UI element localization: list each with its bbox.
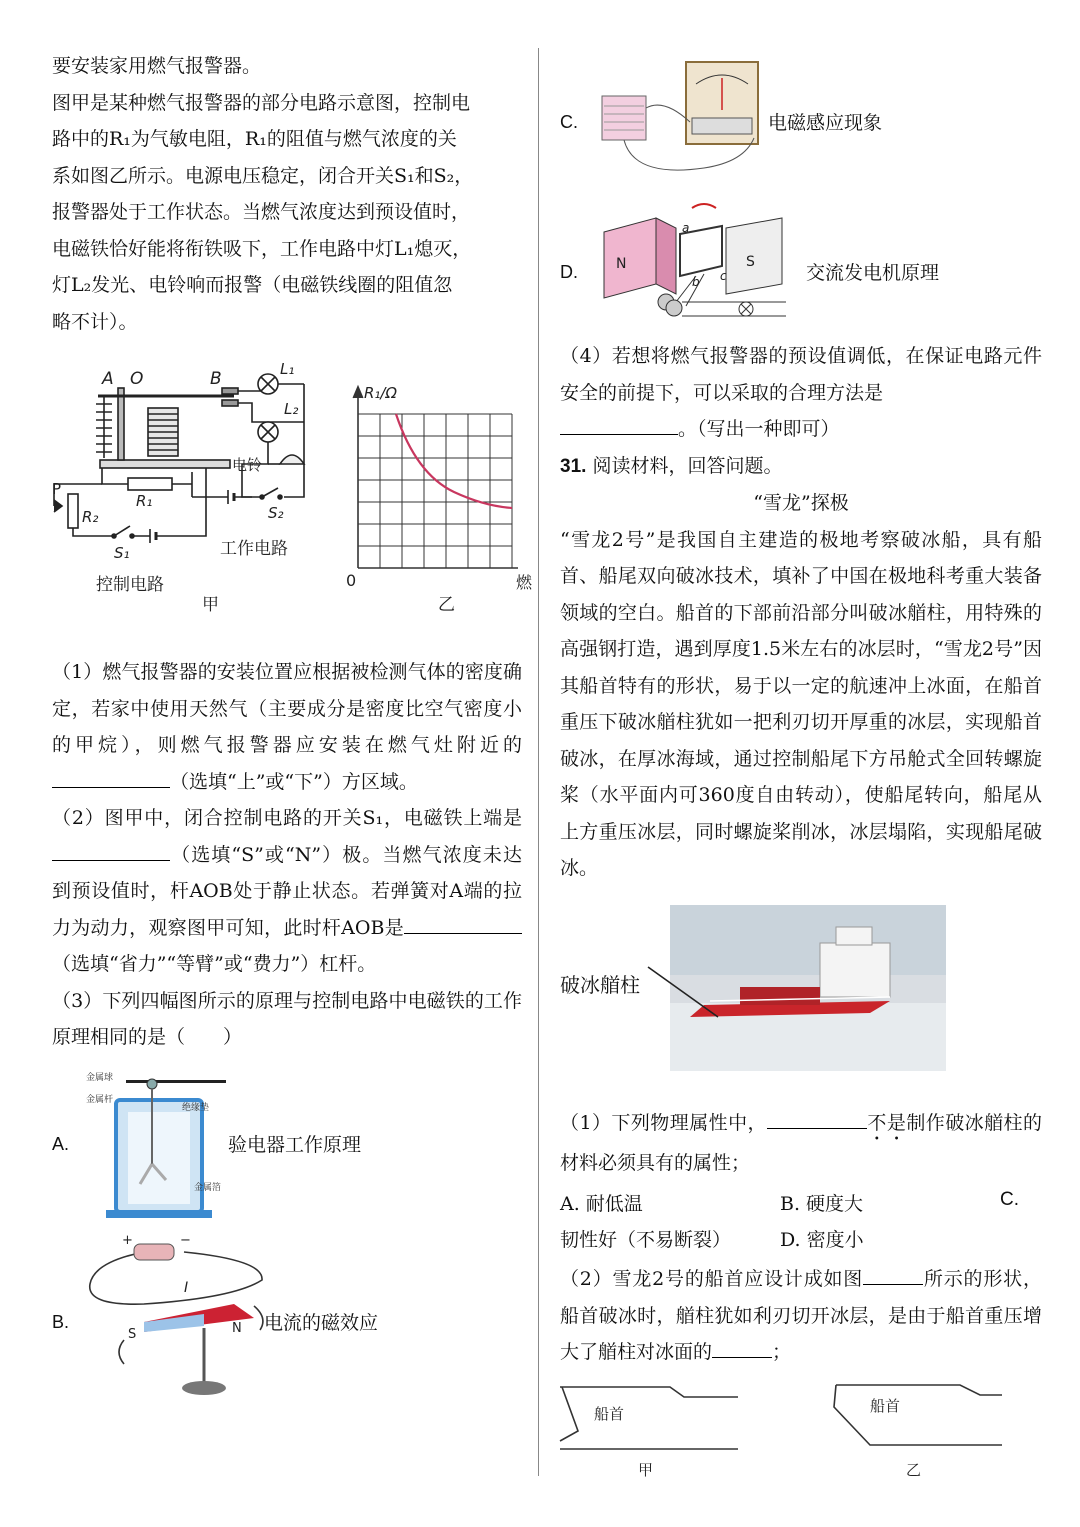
ship-photo-block <box>560 905 1042 1105</box>
figures-jia-yi <box>52 360 533 630</box>
photo-label: 破冰艏柱 <box>560 972 640 997</box>
label-a: a <box>682 221 690 235</box>
label-control-circuit: 控制电路 <box>96 575 164 595</box>
label-n: N <box>616 256 627 272</box>
stand-base <box>182 1381 226 1395</box>
r1-curve <box>396 414 512 508</box>
oersted-figure <box>84 1232 264 1404</box>
label-o: O <box>130 369 144 389</box>
blank-sub2b[interactable] <box>712 1337 772 1358</box>
option-a-label: A. <box>52 1133 70 1154</box>
label-work-circuit: 工作电路 <box>220 539 288 559</box>
label-r1: R₁ <box>136 492 153 510</box>
right-column <box>560 48 1042 1485</box>
label-s: S <box>746 254 755 270</box>
option-d-desc: 交流发电机原理 <box>806 262 940 284</box>
label-bow: 船首 <box>870 1396 901 1415</box>
option-d[interactable]: D. 密度小 <box>780 1229 864 1251</box>
magnet-n <box>604 218 656 298</box>
label-b: B <box>210 369 222 389</box>
option-c <box>560 48 1042 190</box>
grid <box>358 414 512 568</box>
caption-yi: 乙 <box>438 595 455 615</box>
option-a[interactable]: A. 耐低温 <box>560 1193 643 1215</box>
blank-sub1[interactable] <box>767 1108 867 1129</box>
label-bell: 电铃 <box>232 456 263 474</box>
switch-s1 <box>114 526 130 536</box>
pointer-line <box>640 945 760 1045</box>
label-n-pole: N <box>232 1320 242 1336</box>
intro-line: 要安装家用燃气报警器。 <box>52 55 262 77</box>
intro-line: 灯L₂发光、电铃响而报警（电磁铁线圈的阻值忽 <box>52 274 453 296</box>
wire-loop <box>90 1252 262 1304</box>
label-p: P <box>52 480 62 498</box>
label-l1: L₁ <box>280 360 295 378</box>
origin-label: 0 <box>346 571 357 590</box>
intro-line: 路中的R₁为气敏电阻，R₁的阻值与燃气浓度的关 <box>52 128 457 150</box>
option-c-label: C. <box>560 112 578 132</box>
ylabel: R₁/Ω <box>364 384 397 402</box>
caption-jia: 甲 <box>202 595 219 615</box>
option-c-label[interactable]: C. <box>1000 1189 1019 1210</box>
label-s2: S₂ <box>268 504 284 522</box>
option-c-desc: 电磁感应现象 <box>768 112 883 134</box>
sub-question-1: （1）下列物理属性中， 不是制作破冰艏柱的材料必须具有的属性； <box>560 1105 1042 1182</box>
blank-sub2a[interactable] <box>863 1264 923 1285</box>
blank-q4[interactable] <box>560 414 678 435</box>
label-plus: + <box>122 1232 133 1248</box>
label-insulating-pad: 绝缘垫 <box>182 1102 210 1113</box>
post <box>118 388 124 460</box>
intro-line: 系如图乙所示。电源电压稳定，闭合开关S₁和S₂， <box>52 164 474 187</box>
battery <box>134 1244 174 1260</box>
base-plate <box>100 460 230 468</box>
left-column <box>52 48 533 1404</box>
caption-yi: 乙 <box>906 1460 922 1479</box>
column-divider <box>538 48 539 1476</box>
sub1-options <box>560 1181 1042 1253</box>
label-current: I <box>184 1279 189 1296</box>
option-d <box>560 198 1042 338</box>
option-c-text[interactable]: 韧性好（不易断裂） <box>560 1229 732 1251</box>
label-metal-rod: 金属杆 <box>86 1094 114 1105</box>
option-a <box>52 1072 522 1222</box>
option-a-desc: 验电器工作原理 <box>228 1133 362 1156</box>
intro-line: 略不计）。 <box>52 310 138 333</box>
option-b[interactable]: B. 硬度大 <box>780 1193 864 1215</box>
bow-figures <box>560 1385 1042 1485</box>
graph-r1-vs-concentration <box>344 382 534 630</box>
label-a: A <box>102 369 114 389</box>
label-minus: − <box>180 1232 191 1248</box>
option-b-desc: 电流的磁效应 <box>264 1311 379 1334</box>
circuit-diagram <box>52 360 352 630</box>
rheostat-r2 <box>68 494 78 528</box>
label-c: c <box>720 269 727 283</box>
xlabel: 燃 <box>516 573 533 592</box>
sub-question-2: （2）雪龙2号的船首应设计成如图 所示的形状，船首破冰时，艏柱犹如利刃切开冰层，是由于船首重压增大了艏柱对冰面的 ； <box>560 1261 1042 1371</box>
resistor-r1 <box>128 478 172 490</box>
blank-q2b[interactable] <box>404 913 522 934</box>
bell <box>280 455 304 464</box>
magnet-coil <box>602 96 646 140</box>
label-s-pole: S <box>128 1326 137 1342</box>
question-2: （2）图甲中，闭合控制电路的开关S₁，电磁铁上端是（选填“S”或“N”）极。当燃气浓度未达到预设值时，杆AOB处于静止状态。若弹簧对A端的拉力为动力，观察图甲可知，此时杆AOB是（选填“省力”“等臂”或“费力”）杠杆。 <box>52 807 522 975</box>
spring <box>96 396 112 458</box>
intro-line: 电磁铁恰好能将衔铁吸下，工作电路中灯L₁熄灭， <box>52 237 472 260</box>
intro-line: 报警器处于工作状态。当燃气浓度达到预设值时， <box>52 201 471 223</box>
passage: “雪龙2号”是我国自主建造的极地考察破冰船，具有船首、船尾双向破冰技术，填补了中国在极地科考重大装备领域的空白。船首的下部前沿部分叫破冰艏柱，用特殊的高强钢打造，遇到厚度1.5米左右的冰层时，“雪龙2号”因其船首特有的形状，易于以一定的航速冲上冰面，在船首重压下破冰艏柱犹如一把利刃切开厚重的冰层，实现船首破冰，在厚冰海域，通过控制船尾下方吊舱式全回转螺旋桨（水平面内可360度自由转动），使船尾转向，船尾从上方重压冰层，同时螺旋桨削冰，冰层塌陷，实现船尾破冰。 <box>560 528 1042 879</box>
electroscope-figure <box>86 1072 236 1222</box>
generator-figure <box>596 198 806 330</box>
label-bow: 船首 <box>594 1404 625 1423</box>
induction-figure <box>594 48 784 188</box>
label-b: b <box>692 275 700 289</box>
bow-figure-jia <box>560 1385 750 1485</box>
label-s1: S₁ <box>114 544 130 562</box>
bow-figure-yi <box>830 1385 1020 1485</box>
label-metal-ball: 金属球 <box>86 1072 114 1083</box>
caption-jia: 甲 <box>638 1460 654 1479</box>
blank-q1[interactable] <box>52 767 170 788</box>
label-l2: L₂ <box>284 400 299 418</box>
question-4: （4）若想将燃气报警器的预设值调低，在保证电路元件安全的前提下，可以采取的合理方法是 。（写出一种即可） <box>560 345 1042 440</box>
label-r2: R₂ <box>82 508 99 526</box>
question-3: （3）下列四幅图所示的原理与控制电路中电磁铁的工作原理相同的是（ ） <box>52 989 522 1048</box>
question-1: （1）燃气报警器的安装位置应根据被检测气体的密度确定，若家中使用天然气（主要成分是密度比空气密度小的甲烷），则燃气报警器应安装在燃气灶附近的（选填“上”或“下”）方区域。 <box>52 661 522 793</box>
option-d-label: D. <box>560 262 578 282</box>
label-metal-foil: 金属箔 <box>194 1182 222 1193</box>
blank-q2a[interactable] <box>52 840 170 861</box>
option-b <box>52 1232 522 1404</box>
intro-line: 图甲是某种燃气报警器的部分电路示意图，控制电 <box>52 91 471 114</box>
option-b-label: B. <box>52 1311 70 1332</box>
passage-title: “雪龙”探极 <box>753 492 849 514</box>
question-31: 31. 阅读材料，回答问题。 <box>560 454 783 477</box>
